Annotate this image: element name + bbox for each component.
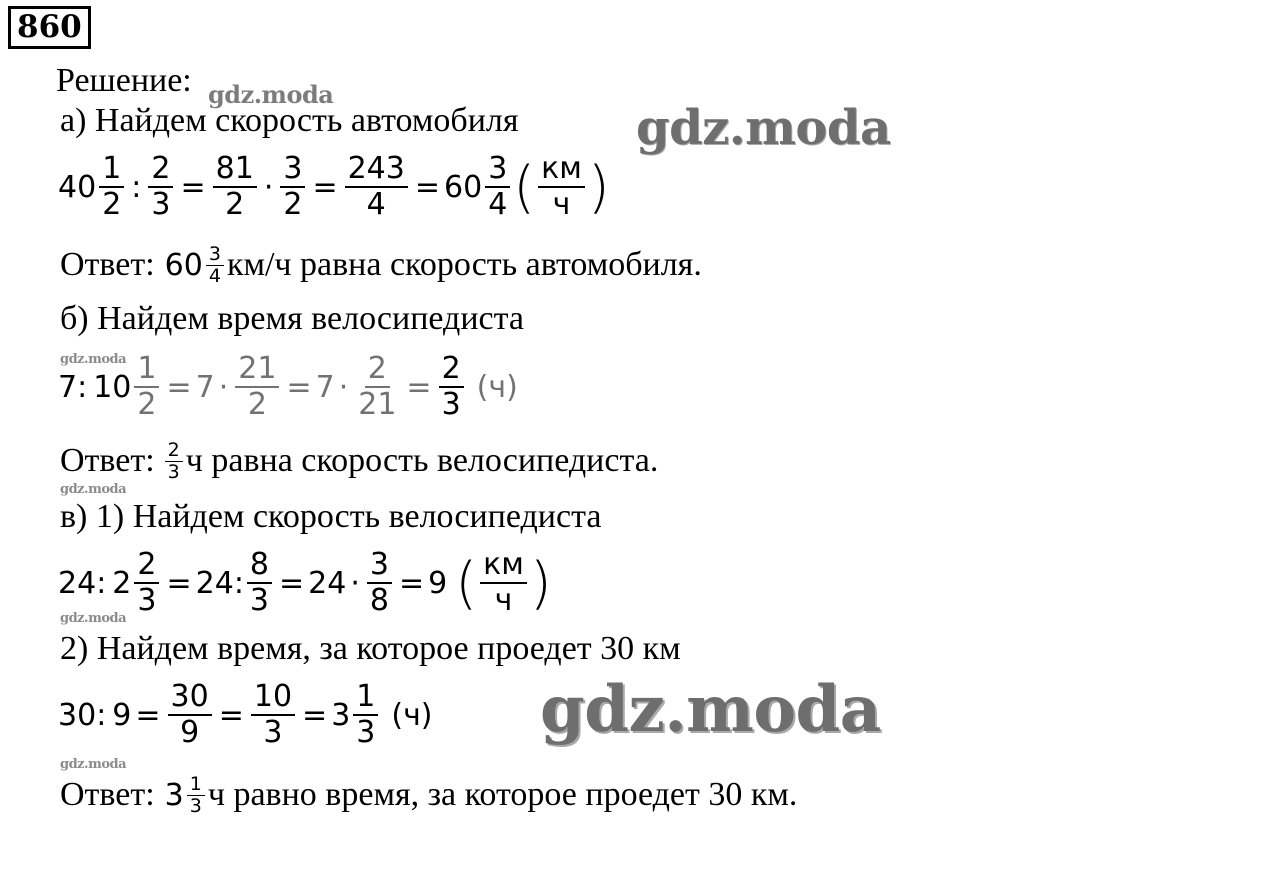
unit-fraction: $\frac{км}{ч}$ [538, 152, 585, 223]
unit: (ч) [476, 369, 518, 405]
fraction: $\frac{3}{4}$ [485, 152, 510, 223]
fraction: $\frac{30}{9}$ [168, 680, 212, 751]
operator: · [338, 369, 349, 405]
answer-suffix: ч равна скорость велосипедиста. [185, 442, 659, 479]
number: 7 [58, 369, 78, 405]
operator: : [96, 697, 107, 733]
fraction: $\frac{2}{3}$ [165, 440, 183, 483]
fraction: $\frac{3}{2}$ [280, 152, 305, 223]
watermark: gdz.moda [60, 757, 127, 772]
part-v-heading-2: 2) Найдем время, за которое проедет 30 км [60, 630, 681, 667]
equals-sign: = [135, 697, 161, 733]
mixed-whole: 60 [444, 169, 483, 205]
fraction: $\frac{1}{3}$ [187, 774, 205, 817]
left-paren: ( [455, 550, 478, 616]
part-a-expression [58, 146, 610, 228]
watermark: gdz.moda [636, 100, 891, 156]
operator: : [96, 565, 107, 601]
mixed-whole: 40 [58, 169, 97, 205]
fraction: $\frac{10}{3}$ [251, 680, 295, 751]
number: 7 [315, 369, 335, 405]
mixed-whole: 3 [331, 697, 351, 733]
left-paren: ( [513, 154, 536, 220]
equals-sign: = [286, 369, 312, 405]
mixed-whole: 10 [93, 369, 132, 405]
part-a-heading: а) Найдем скорость автомобиля [60, 102, 519, 139]
fraction: $\frac{1}{3}$ [353, 680, 378, 751]
operator: : [131, 169, 142, 205]
unit-fraction: $\frac{км}{ч}$ [480, 548, 527, 619]
number: 9 [428, 565, 448, 601]
equals-sign: = [398, 565, 425, 601]
part-b-heading: б) Найдем время велосипедиста [60, 300, 524, 337]
number: 24 [308, 565, 347, 601]
solution-label: Решение: [56, 62, 192, 99]
part-b-answer [60, 432, 658, 490]
number: 7 [195, 369, 215, 405]
operator: · [350, 565, 360, 601]
part-v-expression-1 [58, 542, 552, 624]
fraction: $\frac{21}{2}$ [235, 352, 279, 423]
fraction: $\frac{2}{3}$ [148, 152, 173, 223]
fraction: $\frac{243}{4}$ [345, 152, 408, 223]
part-a-answer [60, 236, 702, 294]
answer-prefix: Ответ: [60, 776, 155, 813]
answer-suffix: ч равно время, за которое проедет 30 км. [207, 776, 798, 813]
mixed-whole: 2 [112, 565, 132, 601]
number: 9 [112, 697, 132, 733]
fraction: $\frac{1}{2}$ [99, 152, 124, 223]
fraction: $\frac{1}{2}$ [134, 352, 159, 423]
equals-sign: = [414, 169, 440, 205]
number: 24 [195, 565, 234, 601]
answer-suffix: км/ч равна скорость автомобиля. [226, 246, 702, 283]
watermark: gdz.moda [60, 611, 127, 626]
watermark: gdz.moda [540, 672, 881, 747]
watermark: gdz.moda [60, 352, 127, 367]
right-paren: ) [587, 154, 610, 220]
number: 24 [58, 565, 97, 601]
answer-prefix: Ответ: [60, 442, 155, 479]
operator: · [218, 369, 229, 405]
equals-sign: = [180, 169, 206, 205]
operator: : [77, 369, 88, 405]
watermark: gdz.moda [60, 482, 127, 497]
operator: : [233, 565, 244, 601]
equals-sign: = [312, 169, 338, 205]
fraction: $\frac{3}{8}$ [367, 548, 392, 619]
part-v-answer [60, 766, 797, 824]
part-b-expression [58, 346, 518, 428]
fraction: $\frac{8}{3}$ [247, 548, 272, 619]
fraction: $\frac{3}{4}$ [206, 244, 224, 287]
equals-sign: = [166, 565, 192, 601]
fraction: $\frac{2}{3}$ [439, 352, 464, 423]
number: 30 [58, 697, 97, 733]
watermark: gdz.moda [208, 80, 334, 109]
right-paren: ) [529, 550, 552, 616]
part-v-expression-2 [58, 674, 433, 756]
mixed-whole: 60 [164, 247, 203, 283]
task-number: 860 [8, 6, 91, 49]
fraction: $\frac{2}{3}$ [134, 548, 159, 619]
equals-sign: = [279, 565, 305, 601]
equals-sign: = [218, 697, 244, 733]
operator: · [263, 169, 274, 205]
fraction: $\frac{2}{21}$ [358, 350, 397, 422]
equals-sign: = [166, 369, 192, 405]
mixed-whole: 3 [164, 777, 184, 813]
equals-sign: = [406, 369, 432, 405]
fraction: $\frac{81}{2}$ [213, 152, 257, 223]
part-v-heading-1: в) 1) Найдем скорость велосипедиста [60, 498, 602, 535]
equals-sign: = [302, 697, 328, 733]
answer-prefix: Ответ: [60, 246, 155, 283]
unit: (ч) [391, 697, 433, 733]
